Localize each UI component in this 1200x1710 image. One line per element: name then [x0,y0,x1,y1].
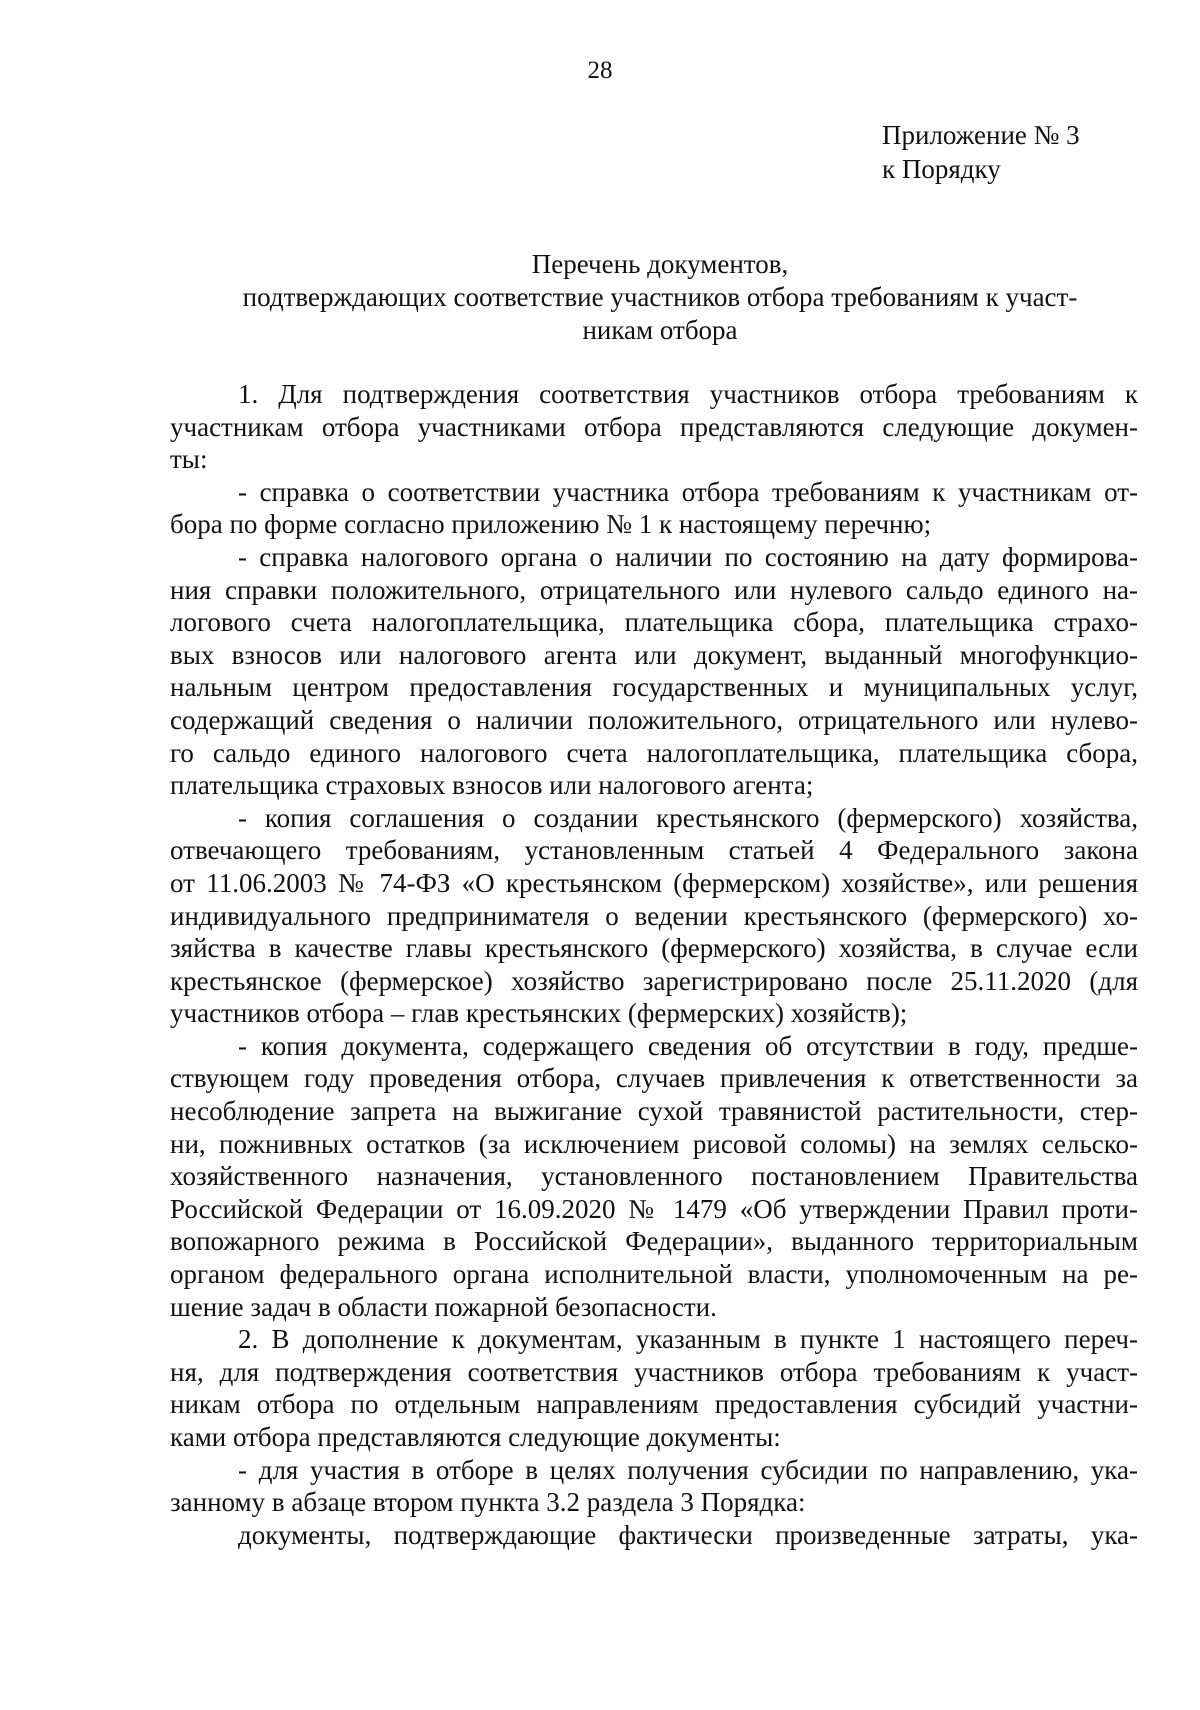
text-line: участников отбора – глав крестьянских (фермерских) хозяйств); [170,998,908,1029]
text-line: хозяйственного назначения, установленного постановлением Правительства [170,1161,1138,1192]
text-line: отвечающего требованиям, установленным статьей 4 Федерального закона [170,835,1138,866]
text-line: органом федерального органа исполнительной власти, уполномоченным на ре- [170,1259,1138,1290]
document-title [170,248,1150,347]
text-line: документы, подтверждающие фактически произведенные затраты, ука- [238,1519,1138,1550]
appendix-reference: к Порядку [882,154,1001,184]
text-line: содержащий сведения о наличии положительного, отрицательного или нулево- [170,704,1138,735]
text-line: несоблюдение запрета на выжигание сухой травянистой растительности, стер- [170,1096,1138,1127]
text-line: ня, для подтверждения соответствия участников отбора требованиям к участ- [170,1356,1138,1387]
text-line: - для участия в отборе в целях получения субсидии по направлению, ука- [238,1454,1138,1485]
page-number: 28 [587,57,613,84]
text-line: 1. Для подтверждения соответствия участников отбора требованиям к [238,379,1138,409]
appendix-number: Приложение № 3 [882,120,1080,150]
text-line: - копия документа, содержащего сведения об отсутствии в году, предше- [238,1030,1138,1061]
text-line: участникам отбора участниками отбора представляются следующие докумен- [170,411,1138,442]
text-line: логового счета налогоплательщика, плательщика сбора, плательщика страхо- [170,607,1138,638]
text-line: крестьянское (фермерское) хозяйство зарегистрировано после 25.11.2020 (для [170,965,1138,996]
text-line: нальным центром предоставления государственных и муниципальных услуг, [170,672,1138,703]
text-line: шение задач в области пожарной безопасности. [170,1291,717,1322]
text-line: 2. В дополнение к документам, указанным в пункте 1 настоящего переч- [238,1324,1138,1355]
text-line: ни, пожнивных остатков (за исключением рисовой соломы) на землях сельско- [170,1128,1138,1159]
title-line: Перечень документов, [531,249,789,279]
text-line: ствующем году проведения отбора, случаев привлечения к ответственности за [170,1063,1138,1094]
text-line: ния справки положительного, отрицательного или нулевого сальдо единого на- [170,574,1138,605]
title-line: никам отбора [582,315,738,345]
text-line: от 11.06.2003 № 74-ФЗ «О крестьянском (фермерском) хозяйстве», или решения [170,867,1138,898]
document-body [170,378,1138,1551]
text-line: индивидуального предпринимателя о ведении крестьянского (фермерского) хо- [170,900,1138,931]
text-line: плательщика страховых взносов или налогового агента; [170,770,814,801]
text-line: никам отбора по отдельным направлениям предоставления субсидий участни- [170,1389,1138,1420]
appendix-note [882,118,1182,186]
text-line: зяйства в качестве главы крестьянского (фермерского) хозяйства, в случае если [170,933,1138,964]
title-line: подтверждающих соответствие участников отбора требованиям к участ- [242,282,1078,312]
text-line: ками отбора представляются следующие документы: [170,1422,781,1452]
text-line: - справка о соответствии участника отбора требованиям к участникам от- [238,476,1138,507]
text-line: Российской Федерации от 16.09.2020 № 1479 «Об утверждении Правил проти- [170,1193,1138,1224]
text-line: бора по форме согласно приложению № 1 к настоящему перечню; [170,509,932,540]
text-line: - копия соглашения о создании крестьянского (фермерского) хозяйства, [238,802,1138,833]
text-line: вопожарного режима в Российской Федерации», выданного территориальным [170,1226,1138,1257]
text-line: ты: [170,444,208,475]
text-line: вых взносов или налогового агента или документ, выданный многофункцио- [170,639,1138,670]
text-line: занному в абзаце втором пункта 3.2 раздела 3 Порядка: [170,1487,806,1518]
text-line: - справка налогового органа о наличии по состоянию на дату формирова- [238,541,1138,572]
text-line: го сальдо единого налогового счета налогоплательщика, плательщика сбора, [170,737,1138,768]
